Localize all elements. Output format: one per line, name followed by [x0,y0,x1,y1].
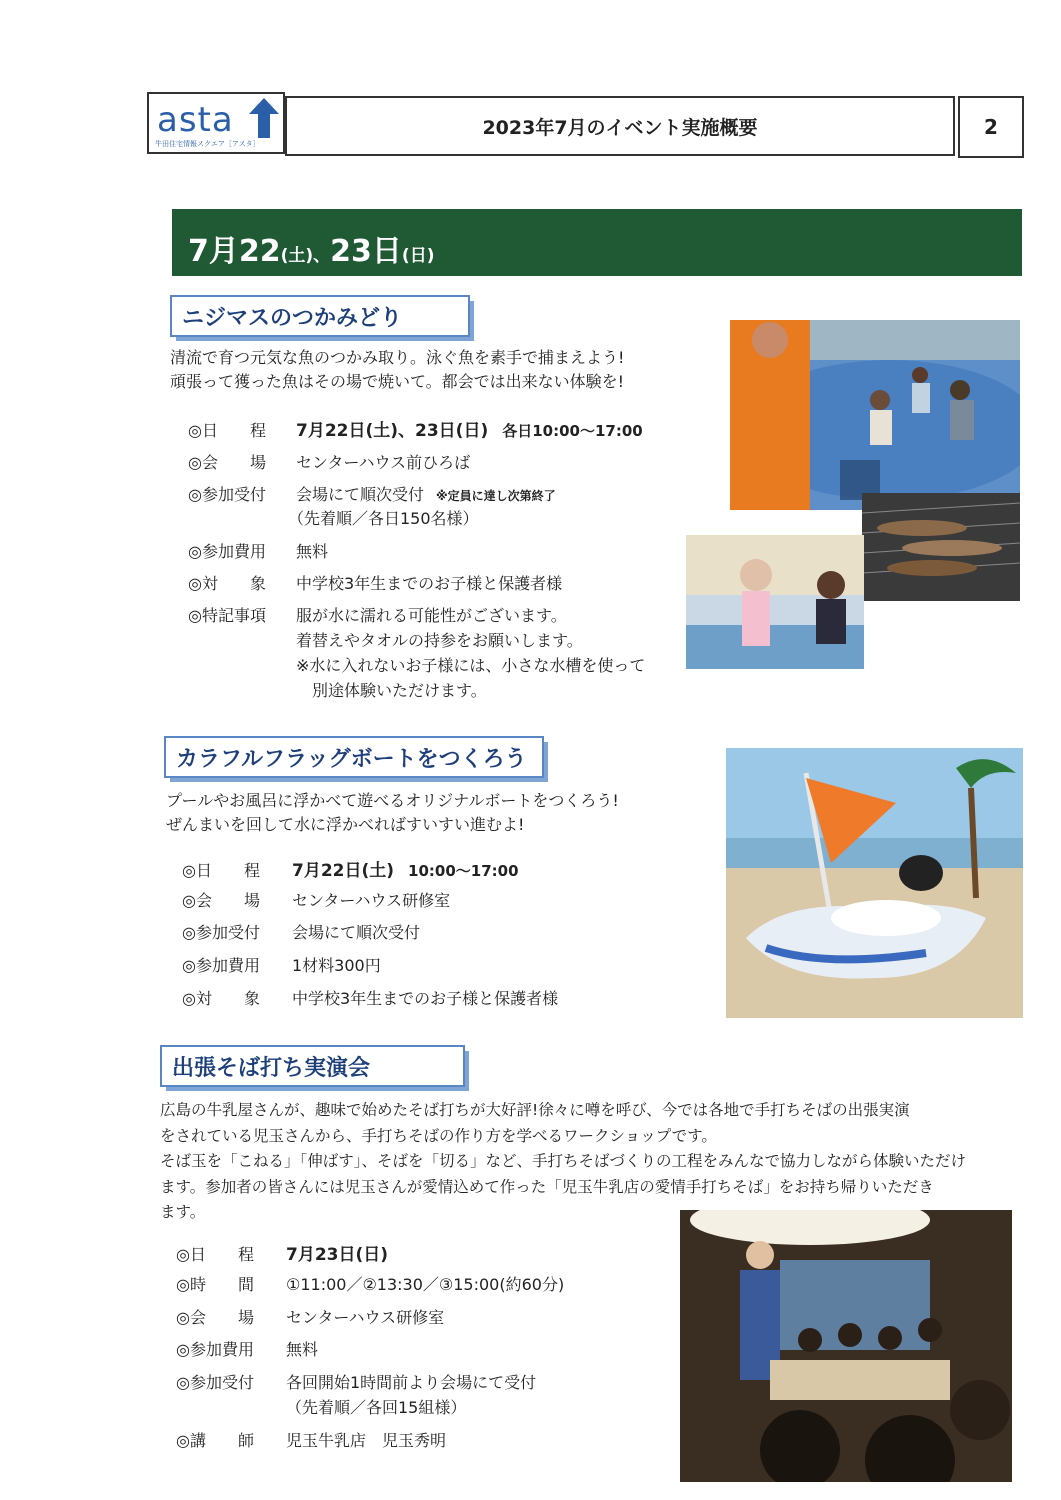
soba-row-reception [176,1370,536,1393]
row-value: ※水に入れないお子様には、小さな水槽を使って [296,656,646,675]
trout-row-notes-4 [296,678,487,701]
row-value: 児玉牛乳店 児玉秀明 [286,1431,447,1450]
row-label: ◎参加受付 [176,1373,254,1392]
boat-row-schedule [182,856,519,881]
section-title-boat [164,736,544,778]
row-value: 7月23日(日) [286,1245,389,1265]
row-label: ◎日 程 [182,861,260,880]
row-value: 7月22日(土) [292,861,395,881]
soba-row-schedule [176,1240,388,1265]
trout-row-reception [188,482,556,505]
soba-row-reception-2 [286,1395,466,1418]
row-label: ◎参加費用 [188,542,266,561]
row-value: 服が水に濡れる可能性がございます。 [296,606,567,625]
row-label: ◎対 象 [182,989,260,1008]
soba-row-instructor [176,1428,446,1451]
row-value: 中学校3年生までのお子様と保護者様 [292,989,559,1008]
trout-row-target [188,571,562,594]
row-value: 無料 [286,1340,319,1359]
trout-desc-line-2: 頑張って獲った魚はその場で焼いて。都会では出来ない体験を! [170,372,625,391]
section-title-trout-text: ニジマスのつかみどり [182,305,403,331]
row-label: ◎参加受付 [182,923,260,942]
header-title-box [285,96,955,156]
row-label: ◎時 間 [176,1275,254,1294]
row-value: 無料 [296,542,329,561]
row-value: 会場にて順次受付 [296,485,425,504]
row-label: ◎会 場 [188,453,266,472]
trout-description [170,346,624,394]
row-label: ◎参加受付 [188,485,266,504]
soba-row-time [176,1272,564,1295]
boat-description [166,789,619,837]
row-label: ◎会 場 [176,1308,254,1327]
trout-row-schedule [188,416,643,441]
grilled-fish-photo [862,493,1020,601]
boat-row-venue [182,888,450,911]
boat-desc-line-2: ぜんまいを回して水に浮かべればすいすい進むよ! [166,815,525,834]
logo-subtitle: 牛田住宅情報スクエア［アスタ］ [155,140,260,148]
page-number-box [958,96,1024,158]
section-title-boat-text: カラフルフラッグボートをつくろう [176,746,527,772]
row-extra: 各日10:00～17:00 [502,422,643,440]
row-label: ◎会 場 [182,891,260,910]
trout-row-venue [188,450,470,473]
trout-row-notes [188,603,567,626]
date-sep: 、 [313,246,331,266]
trout-row-notes-2 [296,628,583,651]
soba-workshop-photo [680,1210,1012,1482]
soba-row-venue [176,1305,444,1328]
row-label: ◎参加費用 [176,1340,254,1359]
date-text [188,226,434,270]
date-weekday-2: (日) [401,246,435,266]
soba-desc-line-3: そば玉を「こねる」「伸ばす」、そばを「切る」など、手打ちそばづくりの工程をみんなで協力しながら体験いただけ [160,1152,967,1170]
logo-text: asta [157,100,234,140]
boat-row-reception [182,920,420,943]
row-extra: 10:00～17:00 [408,862,519,880]
soba-desc-line-2: をされている児玉さんから、手打ちそばの作り方を学べるワークショップです。 [160,1126,717,1145]
date-main-1: 7月22 [188,234,281,269]
soba-desc-line-1: 広島の牛乳屋さんが、趣味で始めたそば打ちが大好評!徐々に噂を呼び、今では各地で手打ちそばの出張実演 [160,1101,910,1119]
row-label: ◎日 程 [176,1245,254,1264]
row-value: 中学校3年生までのお子様と保護者様 [296,574,563,593]
logo-box [147,92,285,154]
row-label: ◎対 象 [188,574,266,593]
row-value: 1材料300円 [292,956,381,975]
trout-row-fee [188,539,328,562]
soba-desc-line-4: ます。参加者の皆さんには児玉さんが愛情込めて作った「児玉牛乳店の愛情手打ちそば」をお持ち帰りいただき [160,1177,934,1196]
row-value: 各回開始1時間前より会場にて受付 [286,1373,537,1392]
soba-desc-line-5: ます。 [160,1203,206,1221]
trout-pool-photo [730,320,1020,510]
row-label: ◎参加費用 [182,956,260,975]
flag-boat-photo [726,748,1023,1018]
row-label: ◎日 程 [188,421,266,440]
date-band [172,209,1022,276]
date-main-2: 23日 [330,234,402,269]
trout-row-reception-2 [288,506,479,529]
page-title: 2023年7月のイベント実施概要 [482,116,758,139]
section-title-soba [160,1045,465,1087]
row-note: ※定員に達し次第終了 [436,489,556,503]
boat-row-target [182,986,558,1009]
row-label: ◎講 師 [176,1431,254,1450]
row-value: （先着順／各回15組様） [286,1398,467,1417]
page-number: 2 [984,115,998,139]
up-arrow-logo-icon [249,98,279,138]
row-value: センターハウス研修室 [286,1308,445,1327]
row-value: 会場にて順次受付 [292,923,421,942]
section-title-trout [170,295,470,337]
row-value: 7月22日(土)、23日(日) [296,421,489,441]
trout-row-notes-3 [296,653,645,676]
row-value: 別途体験いただけます。 [296,681,487,700]
boat-desc-line-1: プールやお風呂に浮かべて遊べるオリジナルボートをつくろう! [166,791,619,810]
row-value: センターハウス前ひろば [296,453,471,472]
children-tank-photo [686,535,864,669]
row-value: ①11:00／②13:30／③15:00(約60分) [286,1275,565,1294]
boat-row-fee [182,953,381,976]
trout-desc-line-1: 清流で育つ元気な魚のつかみ取り。泳ぐ魚を素手で捕まえよう! [170,348,625,367]
row-value: （先着順／各日150名様） [288,509,479,528]
row-label: ◎特記事項 [188,606,266,625]
date-weekday-1: (土) [280,246,314,266]
section-title-soba-text: 出張そば打ち実演会 [172,1055,371,1081]
row-value: センターハウス研修室 [292,891,451,910]
soba-description [160,1098,966,1226]
soba-row-fee [176,1337,318,1360]
row-value: 着替えやタオルの持参をお願いします。 [296,631,583,650]
